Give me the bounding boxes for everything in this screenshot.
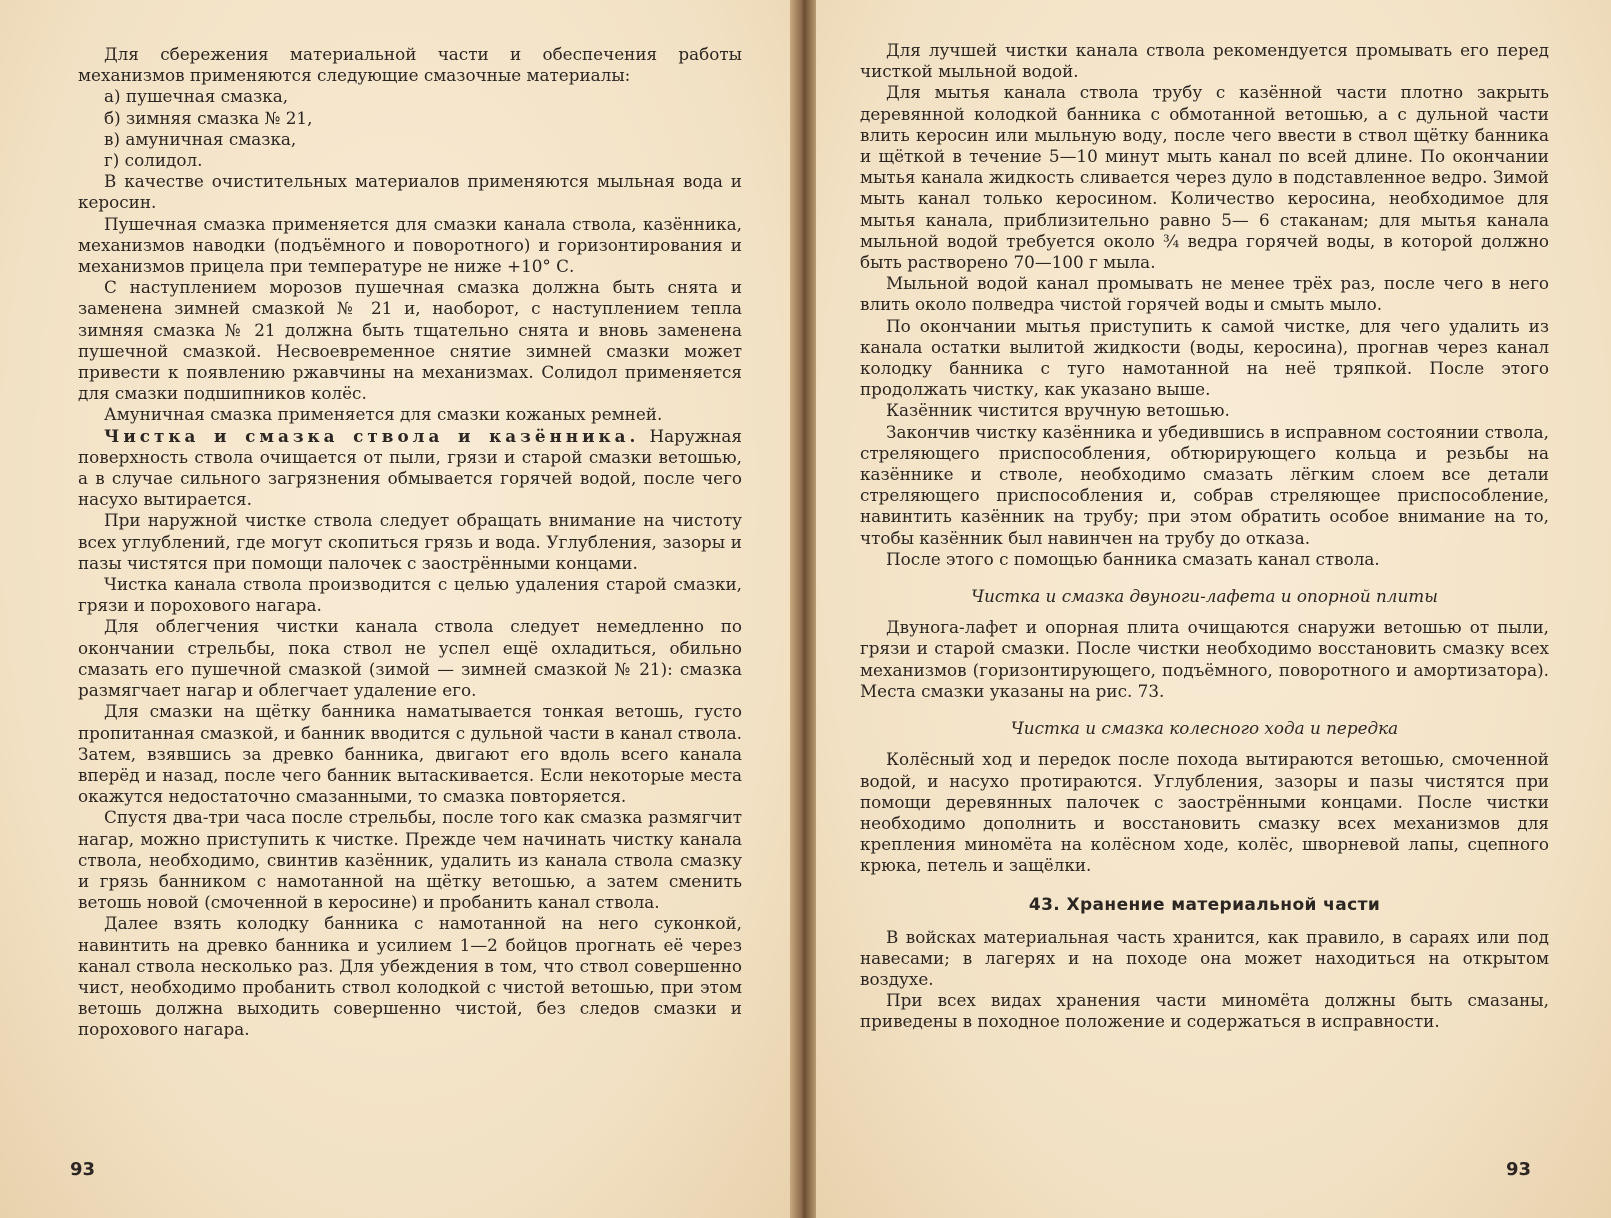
paragraph <box>78 426 742 511</box>
paragraph: Для лучшей чистки канала ствола рекомендуется промывать его перед чисткой мыльной водой. <box>860 40 1549 82</box>
paragraph: Спустя два-три часа после стрельбы, после того как смазка размягчит нагар, можно приступить к чистке. Прежде чем начинать чистку канала ствола, необходимо, свинтив казённик, удалить из канала ствола смазку и грязь банником с намотанной на щётку ветошью, а затем сменить ветошь новой (смоченной в керосине) и пробанить канал ствола. <box>78 807 742 913</box>
paragraph: В качестве очистительных материалов применяются мыльная вода и керосин. <box>78 171 742 213</box>
subsection-heading: Чистка и смазка двуноги-лафета и опорной плиты <box>971 586 1438 607</box>
paragraph: При наружной чистке ствола следует обращать внимание на чистоту всех углублений, где могут скопиться грязь и вода. Углубления, зазоры и пазы чистятся при помощи палочек с заострёнными концами. <box>78 510 742 573</box>
run-in-heading: Чистка и смазка ствола и казённика. <box>104 425 640 446</box>
right-page <box>816 0 1611 1218</box>
paragraph: После этого с помощью банника смазать канал ствола. <box>886 548 1380 569</box>
book-gutter <box>790 0 816 1218</box>
paragraph-text: Наружная поверхность ствола очищается от пыли, грязи и старой смазки ветошью, а в случае сильного загрязнения обмывается горячей водой, после чего насухо вытирается. <box>78 425 742 510</box>
paragraph: Амуничная смазка применяется для смазки кожаных ремней. <box>104 404 663 425</box>
paragraph: Для мытья канала ствола трубу с казённой части плотно закрыть деревянной колодкой банника с обмотанной ветошью, а с дульной части влить керосин или мыльную воду, после чего ввести в ствол щётку банника и щёткой в течение 5—10 минут мыть канал по всей длине. По окончании мытья канала жидкость сливается через дуло в подставленное ведро. Зимой мыть канал только керосином. Количество керосина, необходимое для мытья канала, приблизительно равно 5— 6 стаканам; для мытья канала мыльной водой требуется около ¾ ведра горячей воды, в которой должно быть растворено 70—100 г мыла. <box>860 82 1549 273</box>
page-number: 93 <box>70 1159 96 1180</box>
list-item: г) солидол. <box>104 150 203 171</box>
section-heading: 43. Хранение материальной части <box>1028 894 1381 915</box>
paragraph: Двунога-лафет и опорная плита очищаются снаружи ветошью от пыли, грязи и старой смазки. После чистки необходимо восстановить смазку всех механизмов (горизонтирующего, подъёмного, поворотного и амортизатора). Места смазки указаны на рис. 73. <box>860 617 1549 701</box>
page-number: 93 <box>1505 1159 1531 1180</box>
list-item: б) зимняя смазка № 21, <box>104 107 313 128</box>
paragraph: Пушечная смазка применяется для смазки канала ствола, казённика, механизмов наводки (подъёмного и поворотного) и горизонтирования и механизмов прицела при температуре не ниже +10° С. <box>78 213 742 277</box>
paragraph: Далее взять колодку банника с намотанной на него суконкой, навинтить на древко банника и усилием 1—2 бойцов прогнать её через канал ствола несколько раз. Для убеждения в том, что ствол совершенно чист, необходимо пробанить ствол колодкой с чистой ветошью, при этом ветошь должна выходить совершенно чистой, без следов смазки и порохового нагара. <box>78 913 742 1040</box>
subsection-heading: Чистка и смазка колесного хода и передка <box>1010 718 1399 739</box>
paragraph: В войсках материальная часть хранится, как правило, в сараях или под навесами; в лагерях и на походе она может находиться на открытом воздухе. <box>860 926 1549 989</box>
paragraph: Закончив чистку казённика и убедившись в исправном состоянии ствола, стреляющего приспособления, обтюрирующего кольца и резьбы на казённике и стволе, необходимо смазать лёгким слоем все детали стреляющего приспособления и, собрав стреляющее приспособление, навинтить казённик на трубу; при этом обратить особое внимание на то, чтобы казённик был навинчен на трубу до отказа. <box>860 421 1549 548</box>
paragraph: Для сбережения материальной части и обеспечения работы механизмов применяются следующие смазочные материалы: <box>78 44 742 86</box>
list-item: а) пушечная смазка, <box>104 86 289 107</box>
paragraph: Мыльной водой канал промывать не менее трёх раз, после чего в него влить около полведра чистой горячей воды и смыть мыло. <box>860 273 1549 315</box>
left-page <box>0 0 790 1218</box>
paragraph: При всех видах хранения части миномёта должны быть смазаны, приведены в походное положение и содержаться в исправности. <box>860 990 1549 1032</box>
paragraph: Колёсный ход и передок после похода вытираются ветошью, смоченной водой, и насухо протираются. Углубления, зазоры и пазы чистятся при помощи деревянных палочек с заострёнными концами. После чистки необходимо дополнить и восстановить смазку всех механизмов для крепления миномёта на колёсном ходе, колёс, шворневой лапы, сцепного крюка, петель и защёлки. <box>860 749 1549 876</box>
paragraph: Чистка канала ствола производится с целью удаления старой смазки, грязи и порохового нагара. <box>78 574 742 616</box>
paragraph: Для смазки на щётку банника наматывается тонкая ветошь, густо пропитанная смазкой, и банник вводится с дульной части в канал ствола. Затем, взявшись за древко банника, двигают его вдоль всего канала вперёд и назад, после чего банник вытаскивается. Если некоторые места окажутся недостаточно смазанными, то смазка повторяется. <box>78 701 742 807</box>
paragraph: По окончании мытья приступить к самой чистке, для чего удалить из канала остатки вылитой жидкости (воды, керосина), прогнав через канал колодку банника с туго намотанной на неё тряпкой. После этого продолжать чистку, как указано выше. <box>860 315 1549 400</box>
paragraph: Казённик чистится вручную ветошью. <box>886 400 1230 421</box>
paragraph: Для облегчения чистки канала ствола следует немедленно по окончании стрельбы, пока ствол не успел ещё охладиться, обильно смазать его пушечной смазкой (зимой — зимней смазкой № 21): смазка размягчает нагар и облегчает удаление его. <box>78 616 742 701</box>
list-item: в) амуничная смазка, <box>104 128 297 149</box>
paragraph: С наступлением морозов пушечная смазка должна быть снята и заменена зимней смазкой № 21 и, наоборот, с наступлением тепла зимняя смазка № 21 должна быть тщательно снята и вновь заменена пушечной смазкой. Несвоевременное снятие зимней смазки может привести к появлению ржавчины на механизмах. Солидол применяется для смазки подшипников колёс. <box>78 277 742 404</box>
